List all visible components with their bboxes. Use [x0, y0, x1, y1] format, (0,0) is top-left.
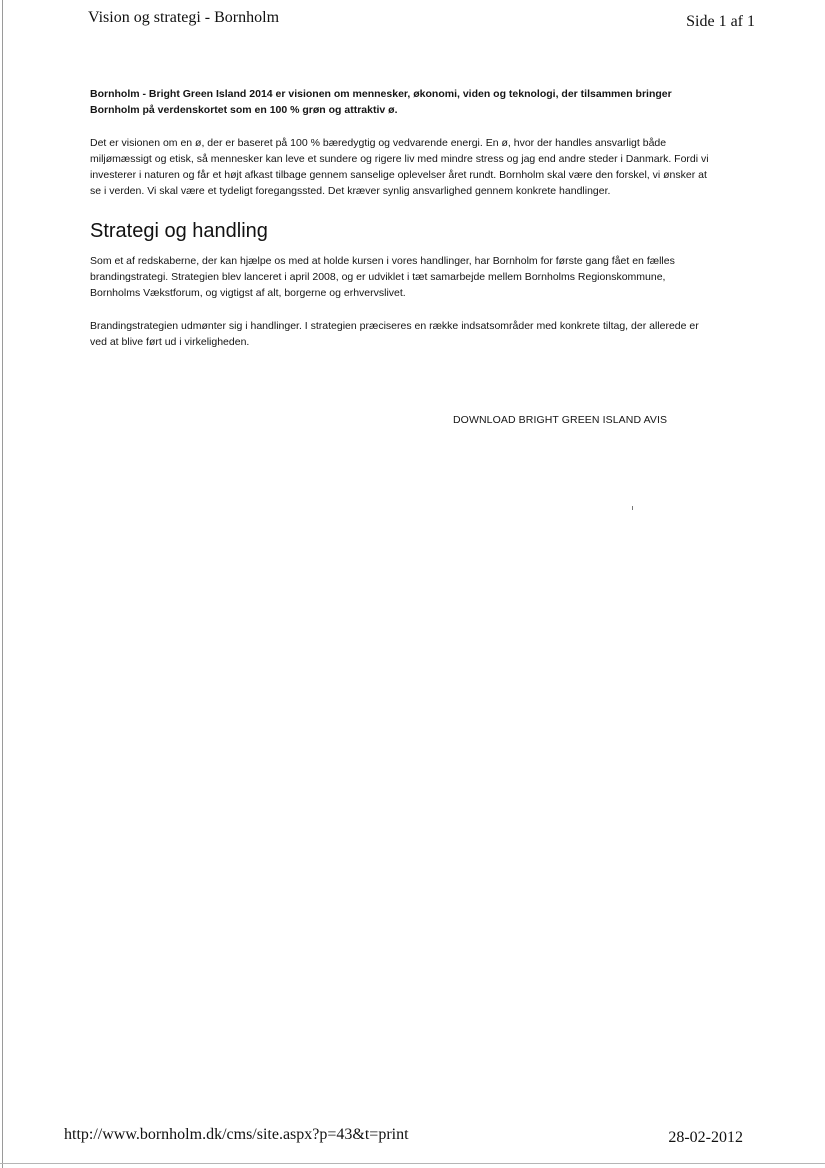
- strategy-paragraph: Som et af redskaberne, der kan hjælpe os med at holde kursen i vores handlinger, har Bornholm for første gang fået en fælles brandingstrategi. Strategien blev lanceret i april 2008, og er udviklet i tæt samarbejde mellem Bornholms Regionskommune, Bornholms Vækstforum, og vigtigst af alt, borgerne og erhvervslivet.: [90, 255, 675, 299]
- vision-paragraph: Det er visionen om en ø, der er baseret på 100 % bæredygtig og vedvarende energi. En ø, hvor der handles ansvarligt både miljømæssigt og etisk, så mennesker kan leve et sundere og rigere liv med mindre stress og jag end andre steder i Danmark. Fordi vi investerer i naturen og får et højt afkast tilbage gennem sanselige oplevelser året rundt. Bornholm skal være den forskel, vi ønsker at se i verden. Vi skal være et tydeligt foregangssted. Det kræver synlig ansvarlighed gennem konkrete handlinger.: [90, 137, 709, 197]
- download-link[interactable]: DOWNLOAD BRIGHT GREEN ISLAND AVIS: [453, 414, 668, 426]
- page-indicator: Side 1 af 1: [686, 13, 755, 30]
- footer-date: 28-02-2012: [668, 1129, 743, 1146]
- section-heading: Strategi og handling: [90, 220, 268, 242]
- handling-paragraph: Brandingstrategien udmønter sig i handlinger. I strategien præciseres en række indsatsområder med konkrete tiltag, der allerede er ved at blive ført ud i virkeligheden.: [90, 320, 699, 348]
- header-title: Vision og strategi - Bornholm: [88, 9, 280, 26]
- intro-paragraph: Bornholm - Bright Green Island 2014 er visionen om mennesker, økonomi, viden og teknologi, der tilsammen bringer Bornholm på verdenskortet som en 100 % grøn og attraktiv ø.: [90, 88, 672, 116]
- page-edge-left: [2, 0, 3, 1168]
- scan-mark: [632, 506, 633, 510]
- footer-url: http://www.bornholm.dk/cms/site.aspx?p=43&t=print: [64, 1126, 409, 1143]
- page-edge-bottom: [0, 1163, 825, 1164]
- article-body: [90, 86, 710, 367]
